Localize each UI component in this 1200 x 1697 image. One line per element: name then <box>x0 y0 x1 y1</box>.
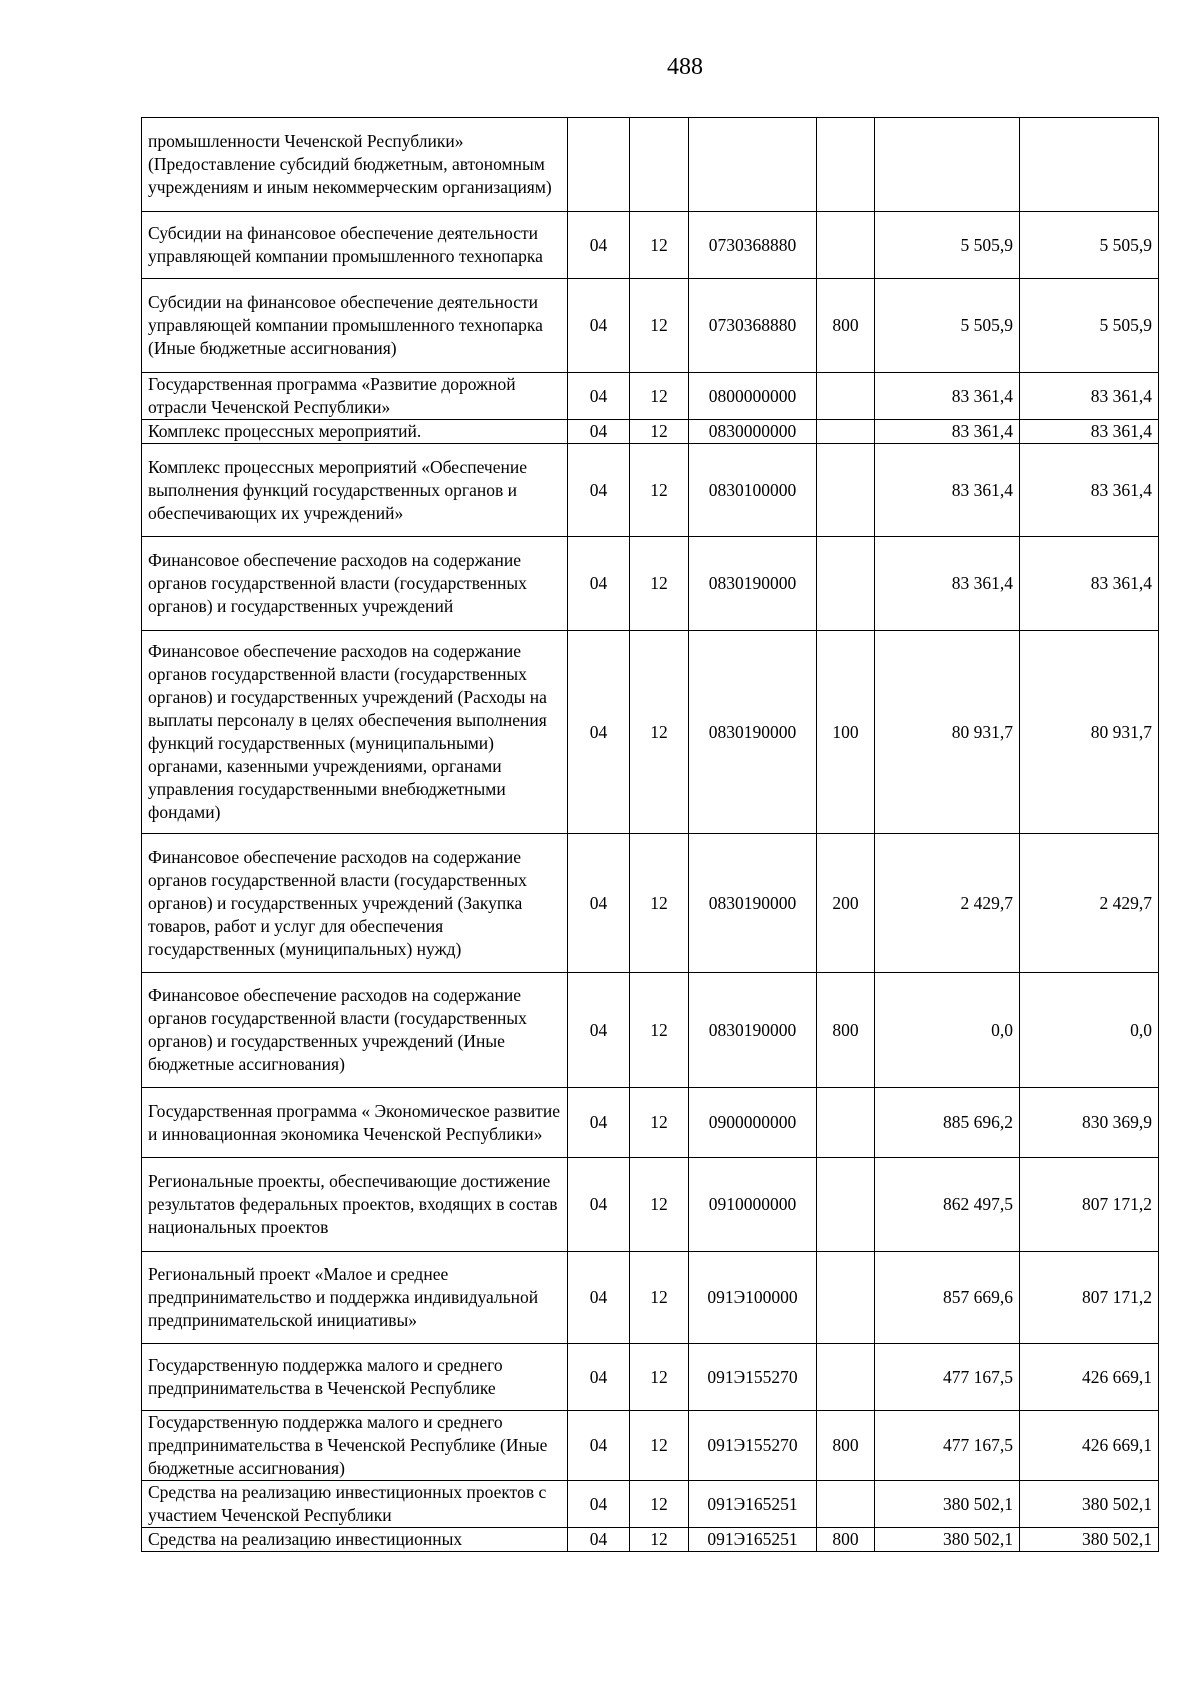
expense-type-cell <box>817 212 875 279</box>
amount-1-cell: 477 167,5 <box>875 1344 1020 1411</box>
expense-type-cell: 800 <box>817 1411 875 1481</box>
amount-2-cell: 83 361,4 <box>1020 373 1159 420</box>
budget-table <box>141 117 1159 1552</box>
table-row <box>142 537 1159 631</box>
subsection-code-cell: 12 <box>630 279 689 373</box>
amount-1-cell: 477 167,5 <box>875 1411 1020 1481</box>
row-name-cell: Субсидии на финансовое обеспечение деятельности управляющей компании промышленного технопарка <box>142 212 568 279</box>
subsection-code-cell: 12 <box>630 1481 689 1528</box>
row-name-cell: Комплекс процессных мероприятий. <box>142 420 568 444</box>
row-name-cell: Средства на реализацию инвестиционных проектов с участием Чеченской Республики <box>142 1481 568 1528</box>
section-code-cell: 04 <box>568 420 630 444</box>
amount-2-cell: 807 171,2 <box>1020 1158 1159 1252</box>
amount-2-cell: 5 505,9 <box>1020 212 1159 279</box>
row-name-cell: Государственная программа «Развитие дорожной отрасли Чеченской Республики» <box>142 373 568 420</box>
table-row <box>142 1252 1159 1344</box>
target-article-cell: 0730368880 <box>689 212 817 279</box>
row-name-cell: Средства на реализацию инвестиционных <box>142 1528 568 1552</box>
amount-2-cell: 380 502,1 <box>1020 1528 1159 1552</box>
expense-type-cell <box>817 420 875 444</box>
table-row <box>142 118 1159 212</box>
amount-1-cell: 83 361,4 <box>875 373 1020 420</box>
expense-type-cell <box>817 1481 875 1528</box>
target-article-cell <box>689 118 817 212</box>
expense-type-cell: 200 <box>817 834 875 973</box>
subsection-code-cell: 12 <box>630 1411 689 1481</box>
subsection-code-cell: 12 <box>630 973 689 1088</box>
row-name-cell: Субсидии на финансовое обеспечение деятельности управляющей компании промышленного технопарка (Иные бюджетные ассигнования) <box>142 279 568 373</box>
row-name-cell: Финансовое обеспечение расходов на содержание органов государственной власти (государственных органов) и государственных учреждений (Расходы на выплаты персоналу в целях обеспечения выполнения функций государственных (муниципальными) органами, казенными учреждениями, органами управления государственными внебюджетными фондами) <box>142 631 568 834</box>
section-code-cell: 04 <box>568 834 630 973</box>
table-row <box>142 212 1159 279</box>
amount-2-cell: 83 361,4 <box>1020 444 1159 537</box>
subsection-code-cell: 12 <box>630 1252 689 1344</box>
amount-1-cell <box>875 118 1020 212</box>
table-row <box>142 1344 1159 1411</box>
section-code-cell: 04 <box>568 279 630 373</box>
expense-type-cell <box>817 1088 875 1158</box>
expense-type-cell <box>817 373 875 420</box>
expense-type-cell: 800 <box>817 1528 875 1552</box>
row-name-cell: Региональный проект «Малое и среднее предпринимательство и поддержка индивидуальной предпринимательской инициативы» <box>142 1252 568 1344</box>
table-row <box>142 1481 1159 1528</box>
amount-1-cell: 857 669,6 <box>875 1252 1020 1344</box>
page-number: 488 <box>667 54 703 80</box>
amount-2-cell: 426 669,1 <box>1020 1411 1159 1481</box>
expense-type-cell <box>817 444 875 537</box>
expense-type-cell <box>817 118 875 212</box>
amount-1-cell: 83 361,4 <box>875 537 1020 631</box>
amount-1-cell: 83 361,4 <box>875 444 1020 537</box>
amount-2-cell: 830 369,9 <box>1020 1088 1159 1158</box>
table-row <box>142 834 1159 973</box>
target-article-cell: 0830190000 <box>689 973 817 1088</box>
section-code-cell: 04 <box>568 1344 630 1411</box>
target-article-cell: 0830190000 <box>689 631 817 834</box>
section-code-cell: 04 <box>568 973 630 1088</box>
target-article-cell: 091Э165251 <box>689 1528 817 1552</box>
target-article-cell: 0830100000 <box>689 444 817 537</box>
expense-type-cell <box>817 1252 875 1344</box>
table-row <box>142 1158 1159 1252</box>
amount-2-cell: 426 669,1 <box>1020 1344 1159 1411</box>
target-article-cell: 091Э165251 <box>689 1481 817 1528</box>
subsection-code-cell: 12 <box>630 1088 689 1158</box>
amount-1-cell: 83 361,4 <box>875 420 1020 444</box>
subsection-code-cell: 12 <box>630 631 689 834</box>
amount-1-cell: 5 505,9 <box>875 212 1020 279</box>
table-row <box>142 420 1159 444</box>
budget-table-body <box>142 118 1159 1552</box>
section-code-cell <box>568 118 630 212</box>
section-code-cell: 04 <box>568 373 630 420</box>
expense-type-cell: 800 <box>817 279 875 373</box>
expense-type-cell <box>817 537 875 631</box>
expense-type-cell <box>817 1158 875 1252</box>
row-name-cell: Государственную поддержка малого и среднего предпринимательства в Чеченской Республике <box>142 1344 568 1411</box>
target-article-cell: 0910000000 <box>689 1158 817 1252</box>
row-name-cell: промышленности Чеченской Республики» (Предоставление субсидий бюджетным, автономным учреждениям и иным некоммерческим организациям) <box>142 118 568 212</box>
subsection-code-cell: 12 <box>630 420 689 444</box>
amount-1-cell: 380 502,1 <box>875 1481 1020 1528</box>
section-code-cell: 04 <box>568 1252 630 1344</box>
amount-1-cell: 885 696,2 <box>875 1088 1020 1158</box>
table-row <box>142 973 1159 1088</box>
amount-1-cell: 80 931,7 <box>875 631 1020 834</box>
subsection-code-cell: 12 <box>630 537 689 631</box>
amount-1-cell: 2 429,7 <box>875 834 1020 973</box>
amount-1-cell: 380 502,1 <box>875 1528 1020 1552</box>
target-article-cell: 0800000000 <box>689 373 817 420</box>
subsection-code-cell <box>630 118 689 212</box>
amount-2-cell: 83 361,4 <box>1020 537 1159 631</box>
amount-2-cell: 83 361,4 <box>1020 420 1159 444</box>
section-code-cell: 04 <box>568 212 630 279</box>
section-code-cell: 04 <box>568 1158 630 1252</box>
amount-2-cell: 2 429,7 <box>1020 834 1159 973</box>
amount-1-cell: 0,0 <box>875 973 1020 1088</box>
table-row <box>142 631 1159 834</box>
row-name-cell: Государственная программа « Экономическое развитие и инновационная экономика Чеченской Республики» <box>142 1088 568 1158</box>
target-article-cell: 091Э100000 <box>689 1252 817 1344</box>
amount-1-cell: 862 497,5 <box>875 1158 1020 1252</box>
section-code-cell: 04 <box>568 537 630 631</box>
expense-type-cell <box>817 1344 875 1411</box>
expense-type-cell: 800 <box>817 973 875 1088</box>
target-article-cell: 091Э155270 <box>689 1411 817 1481</box>
subsection-code-cell: 12 <box>630 1158 689 1252</box>
section-code-cell: 04 <box>568 1411 630 1481</box>
section-code-cell: 04 <box>568 631 630 834</box>
amount-2-cell: 0,0 <box>1020 973 1159 1088</box>
target-article-cell: 091Э155270 <box>689 1344 817 1411</box>
table-row <box>142 444 1159 537</box>
section-code-cell: 04 <box>568 1528 630 1552</box>
target-article-cell: 0830000000 <box>689 420 817 444</box>
row-name-cell: Комплекс процессных мероприятий «Обеспечение выполнения функций государственных органов и обеспечивающих их учреждений» <box>142 444 568 537</box>
target-article-cell: 0900000000 <box>689 1088 817 1158</box>
target-article-cell: 0730368880 <box>689 279 817 373</box>
amount-2-cell: 5 505,9 <box>1020 279 1159 373</box>
section-code-cell: 04 <box>568 1481 630 1528</box>
subsection-code-cell: 12 <box>630 444 689 537</box>
subsection-code-cell: 12 <box>630 212 689 279</box>
target-article-cell: 0830190000 <box>689 537 817 631</box>
expense-type-cell: 100 <box>817 631 875 834</box>
target-article-cell: 0830190000 <box>689 834 817 973</box>
subsection-code-cell: 12 <box>630 1528 689 1552</box>
amount-1-cell: 5 505,9 <box>875 279 1020 373</box>
subsection-code-cell: 12 <box>630 834 689 973</box>
row-name-cell: Государственную поддержка малого и среднего предпринимательства в Чеченской Республике (Иные бюджетные ассигнования) <box>142 1411 568 1481</box>
section-code-cell: 04 <box>568 444 630 537</box>
subsection-code-cell: 12 <box>630 1344 689 1411</box>
row-name-cell: Финансовое обеспечение расходов на содержание органов государственной власти (государственных органов) и государственных учреждений (Закупка товаров, работ и услуг для обеспечения государственных (муниципальных) нужд) <box>142 834 568 973</box>
table-row <box>142 1088 1159 1158</box>
row-name-cell: Финансовое обеспечение расходов на содержание органов государственной власти (государственных органов) и государственных учреждений (Иные бюджетные ассигнования) <box>142 973 568 1088</box>
table-row <box>142 1411 1159 1481</box>
row-name-cell: Региональные проекты, обеспечивающие достижение результатов федеральных проектов, входящих в состав национальных проектов <box>142 1158 568 1252</box>
amount-2-cell: 807 171,2 <box>1020 1252 1159 1344</box>
amount-2-cell <box>1020 118 1159 212</box>
table-row <box>142 279 1159 373</box>
row-name-cell: Финансовое обеспечение расходов на содержание органов государственной власти (государственных органов) и государственных учреждений <box>142 537 568 631</box>
subsection-code-cell: 12 <box>630 373 689 420</box>
table-row <box>142 373 1159 420</box>
table-row <box>142 1528 1159 1552</box>
amount-2-cell: 80 931,7 <box>1020 631 1159 834</box>
amount-2-cell: 380 502,1 <box>1020 1481 1159 1528</box>
section-code-cell: 04 <box>568 1088 630 1158</box>
